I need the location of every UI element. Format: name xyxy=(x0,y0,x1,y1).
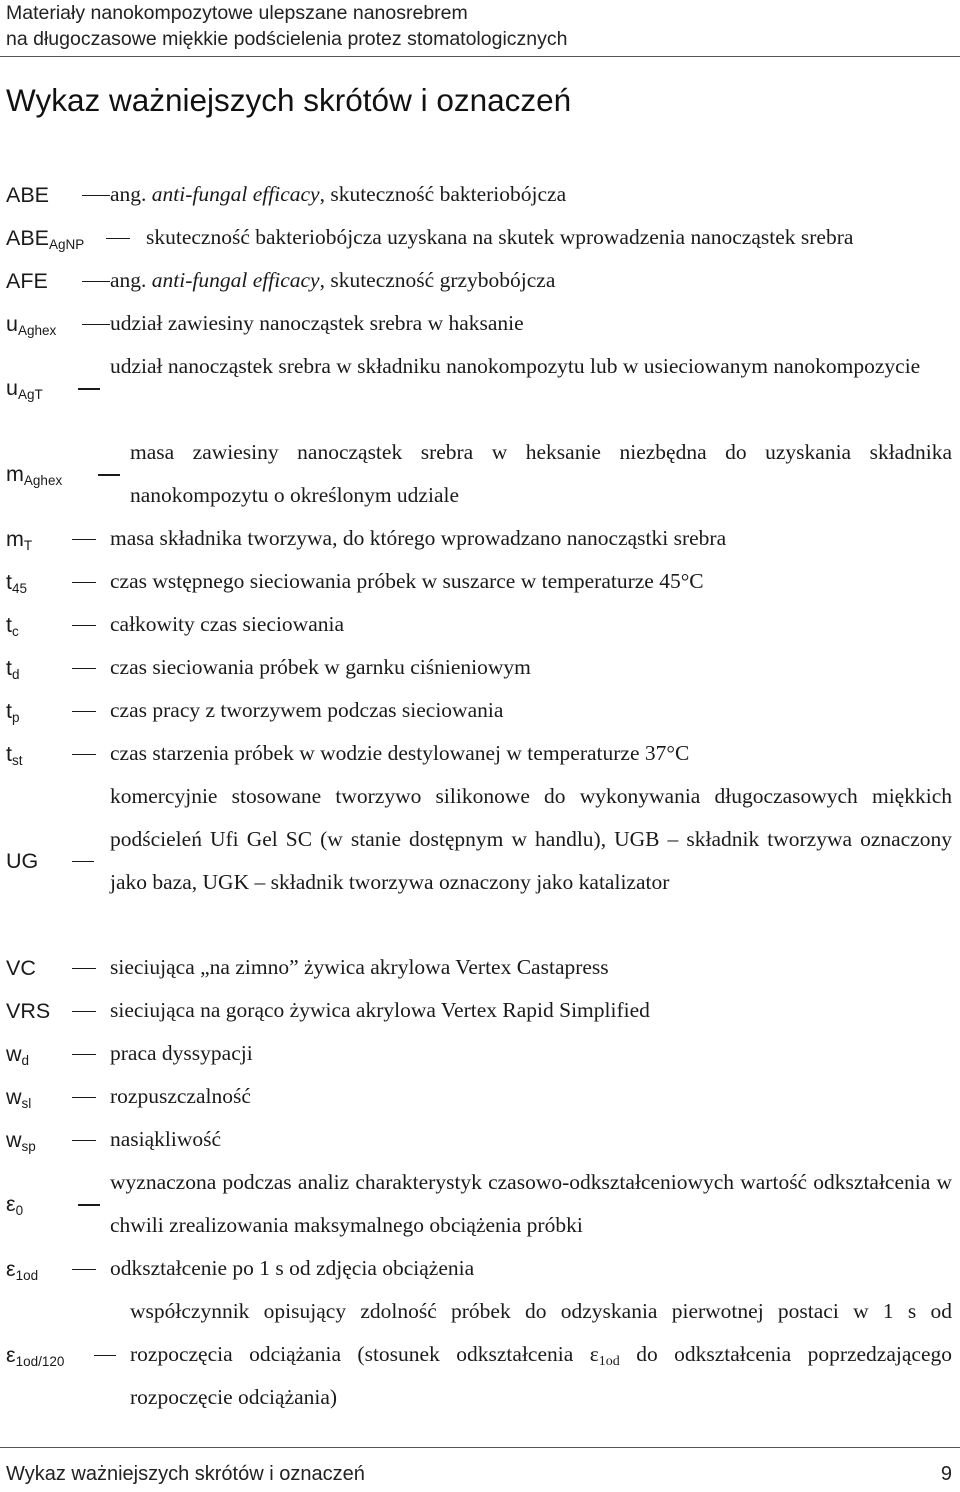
definition-text: nasiąkliwość xyxy=(110,1127,222,1151)
term-subscript: c xyxy=(11,623,19,639)
dash-separator xyxy=(72,968,96,970)
list-item xyxy=(6,560,956,603)
abbreviation-definition xyxy=(110,1032,952,1075)
abbreviation-term xyxy=(6,1039,29,1069)
abbreviation-term xyxy=(6,1340,64,1370)
list-item xyxy=(6,732,956,775)
abbreviation-term xyxy=(6,653,20,683)
list-item xyxy=(6,1118,956,1161)
dash-separator xyxy=(72,711,96,713)
definition-text: czas pracy z tworzywem podczas sieciowania xyxy=(110,698,504,722)
running-header-line-2: na długoczasowe miękkie podścielenia protez stomatologicznych xyxy=(6,28,568,50)
definition-text: czas wstępnego sieciowania próbek w suszarce w temperaturze 45°C xyxy=(110,569,704,593)
term-symbol: t xyxy=(6,569,12,594)
term-symbol: u xyxy=(6,311,18,336)
term-symbol: t xyxy=(6,655,12,680)
list-item xyxy=(6,989,956,1032)
abbreviation-term xyxy=(6,223,84,253)
list-item xyxy=(6,259,956,302)
dash-separator xyxy=(72,1011,96,1013)
list-item xyxy=(6,1032,956,1075)
term-subscript: st xyxy=(11,752,23,768)
list-item xyxy=(6,345,956,431)
term-subscript: 1od/120 xyxy=(15,1353,65,1369)
term-symbol: t xyxy=(6,698,12,723)
abbreviation-term xyxy=(6,696,20,726)
term-symbol: t xyxy=(6,612,12,637)
definition-text: czas sieciowania próbek w garnku ciśnieniowym xyxy=(110,655,531,679)
abbreviation-term xyxy=(6,996,50,1026)
term-subscript: Aghex xyxy=(23,473,63,488)
dash-separator xyxy=(72,754,96,756)
dash-separator xyxy=(72,1097,96,1099)
term-symbol: w xyxy=(6,1084,22,1109)
abbreviation-term xyxy=(6,953,36,983)
list-item xyxy=(6,1161,956,1247)
definition-text: , skuteczność grzybobójcza xyxy=(319,268,556,292)
term-symbol: ε xyxy=(6,1256,16,1281)
list-item xyxy=(6,431,956,517)
running-header xyxy=(6,0,567,52)
abbreviation-term xyxy=(6,739,23,769)
abbreviation-definition xyxy=(110,1075,952,1118)
term-symbol: ABE xyxy=(6,225,50,250)
dash-separator xyxy=(72,1269,96,1271)
dash-separator xyxy=(106,238,130,240)
definition-text: udział nanocząstek srebra w składniku nanokompozytu lub w usieciowanym nanokompozycie xyxy=(110,354,921,378)
running-footer xyxy=(6,1462,952,1486)
abbreviation-definition xyxy=(110,732,952,775)
abbreviation-term xyxy=(6,610,19,640)
term-subscript: sl xyxy=(21,1095,32,1111)
footer-text: Wykaz ważniejszych skrótów i oznaczeń xyxy=(6,1463,365,1485)
abbreviation-definition xyxy=(110,989,952,1032)
dash-separator xyxy=(78,388,100,390)
term-symbol: u xyxy=(6,376,18,400)
page-title: Wykaz ważniejszych skrótów i oznaczeń xyxy=(6,82,572,118)
dash-separator xyxy=(82,281,110,283)
abbreviation-definition xyxy=(110,173,952,216)
abbreviation-term xyxy=(6,524,32,554)
definition-text: masa zawiesiny nanocząstek srebra w heksanie niezbędna do uzyskania składnika nanokompozytu o określonym udziale xyxy=(130,440,952,507)
dash-separator xyxy=(72,1054,96,1056)
term-symbol: ε xyxy=(6,1192,16,1216)
list-item xyxy=(6,1290,956,1419)
dash-separator xyxy=(94,1355,116,1357)
term-symbol: w xyxy=(6,1127,22,1152)
term-symbol: t xyxy=(6,741,12,766)
list-item xyxy=(6,302,956,345)
term-subscript: AgNP xyxy=(49,236,85,252)
term-symbol: VC xyxy=(6,955,36,980)
definition-text: wyznaczona podczas analiz charakterystyk czasowo-odkształceniowych wartość odkształcenia w chwili zrealizowania maksymalnego obciążenia próbki xyxy=(110,1170,952,1237)
abbreviation-definition xyxy=(110,517,952,560)
abbreviation-definition xyxy=(110,345,952,388)
definition-prefix: ang. xyxy=(110,268,152,292)
abbreviation-term xyxy=(6,266,48,296)
definition-text: masa składnika tworzywa, do którego wprowadzano nanocząstki srebra xyxy=(110,526,727,550)
definition-text: sieciująca „na zimno” żywica akrylowa Vertex Castapress xyxy=(110,955,609,979)
abbreviation-term xyxy=(6,459,62,489)
abbreviation-definition xyxy=(110,775,952,904)
page-number: 9 xyxy=(940,1463,952,1485)
list-item xyxy=(6,775,956,946)
dash-separator xyxy=(72,539,96,541)
abbreviation-definition xyxy=(110,1161,952,1247)
term-symbol: ε xyxy=(6,1342,16,1367)
definition-text-continued: do odkształcenia poprzedzającego rozpoczęcie odciążania) xyxy=(130,1342,952,1409)
term-symbol: AFE xyxy=(6,268,48,293)
abbreviation-definition xyxy=(130,431,952,517)
term-symbol: m xyxy=(6,462,24,486)
term-subscript: T xyxy=(23,537,33,553)
list-item xyxy=(6,216,956,259)
dash-separator xyxy=(82,195,110,197)
abbreviation-term xyxy=(6,567,27,597)
list-item xyxy=(6,603,956,646)
abbreviation-definition xyxy=(110,603,952,646)
definition-text: czas starzenia próbek w wodzie destylowanej w temperaturze 37°C xyxy=(110,741,690,765)
abbreviation-definition xyxy=(146,216,952,259)
running-header-line-1: Materiały nanokompozytowe ulepszane nanosrebrem xyxy=(6,2,468,24)
term-subscript: sp xyxy=(21,1138,36,1154)
definition-text: skuteczność bakteriobójcza uzyskana na skutek wprowadzenia nanocząstek srebra xyxy=(146,225,854,249)
term-subscript: 1od xyxy=(15,1267,39,1283)
term-symbol: UG xyxy=(6,848,39,873)
abbreviation-definition xyxy=(110,689,952,732)
definition-text: współczynnik opisujący zdolność próbek do odzyskania pierwotnej postaci w 1 s od rozpoczęcia odciążania (stosunek odkształcenia ε xyxy=(130,1299,952,1366)
list-item xyxy=(6,1247,956,1290)
footer-rule xyxy=(0,1447,960,1448)
definition-text: sieciująca na gorąco żywica akrylowa Vertex Rapid Simplified xyxy=(110,998,650,1022)
term-subscript: p xyxy=(11,709,20,725)
definition-text: udział zawiesiny nanocząstek srebra w haksanie xyxy=(110,311,524,335)
abbreviation-definition xyxy=(110,1247,952,1290)
abbreviation-term xyxy=(6,1189,23,1219)
dash-separator xyxy=(72,668,96,670)
definition-text: rozpuszczalność xyxy=(110,1084,251,1108)
abbreviation-term xyxy=(6,1125,36,1155)
term-subscript: d xyxy=(21,1052,30,1068)
dash-separator xyxy=(82,324,110,326)
list-item xyxy=(6,517,956,560)
term-subscript: Aghex xyxy=(17,322,57,338)
definition-subscript: 1od xyxy=(598,1354,620,1369)
list-item xyxy=(6,689,956,732)
abbreviation-term xyxy=(6,373,43,403)
definition-text: odkształcenie po 1 s od zdjęcia obciążenia xyxy=(110,1256,475,1280)
definition-english-term: anti-fungal efficacy xyxy=(151,182,320,206)
term-subscript: AgT xyxy=(17,387,43,402)
list-item xyxy=(6,946,956,989)
dash-separator xyxy=(78,1204,100,1206)
definition-text: , skuteczność bakteriobójcza xyxy=(319,182,567,206)
abbreviation-term xyxy=(6,1082,31,1112)
abbreviation-definition xyxy=(130,1290,952,1419)
definition-text: praca dyssypacji xyxy=(110,1041,253,1065)
term-subscript: d xyxy=(11,666,20,682)
dash-separator xyxy=(98,474,120,476)
definition-prefix: ang. xyxy=(110,182,152,206)
abbreviation-definition xyxy=(110,1118,952,1161)
definition-english-term: anti-fungal efficacy xyxy=(151,268,320,292)
term-subscript: 45 xyxy=(11,580,28,596)
term-symbol: m xyxy=(6,526,24,551)
term-subscript: 0 xyxy=(15,1203,24,1218)
dash-separator xyxy=(72,582,96,584)
term-symbol: w xyxy=(6,1041,22,1066)
abbreviation-definition xyxy=(110,259,952,302)
abbreviation-term xyxy=(6,846,38,876)
dash-separator xyxy=(72,861,94,863)
abbreviation-term xyxy=(6,1254,38,1284)
definition-text: całkowity czas sieciowania xyxy=(110,612,345,636)
abbreviation-definition xyxy=(110,946,952,989)
abbreviation-term xyxy=(6,180,49,210)
list-item xyxy=(6,1075,956,1118)
list-item xyxy=(6,646,956,689)
list-item xyxy=(6,173,956,216)
dash-separator xyxy=(72,1140,96,1142)
abbreviation-definition xyxy=(110,302,952,345)
header-rule xyxy=(0,56,960,57)
term-symbol: ABE xyxy=(6,182,50,207)
abbreviation-definition xyxy=(110,646,952,689)
abbreviation-term xyxy=(6,309,56,339)
dash-separator xyxy=(72,625,96,627)
term-symbol: VRS xyxy=(6,998,51,1023)
abbreviation-definition xyxy=(110,560,952,603)
definition-text: komercyjnie stosowane tworzywo silikonowe do wykonywania długoczasowych miękkich podścieleń Ufi Gel SC (w stanie dostępnym w handlu), UGB – składnik tworzywa oznaczony jako baza, UGK – składnik tworzywa oznaczony jako katalizator xyxy=(110,784,952,894)
